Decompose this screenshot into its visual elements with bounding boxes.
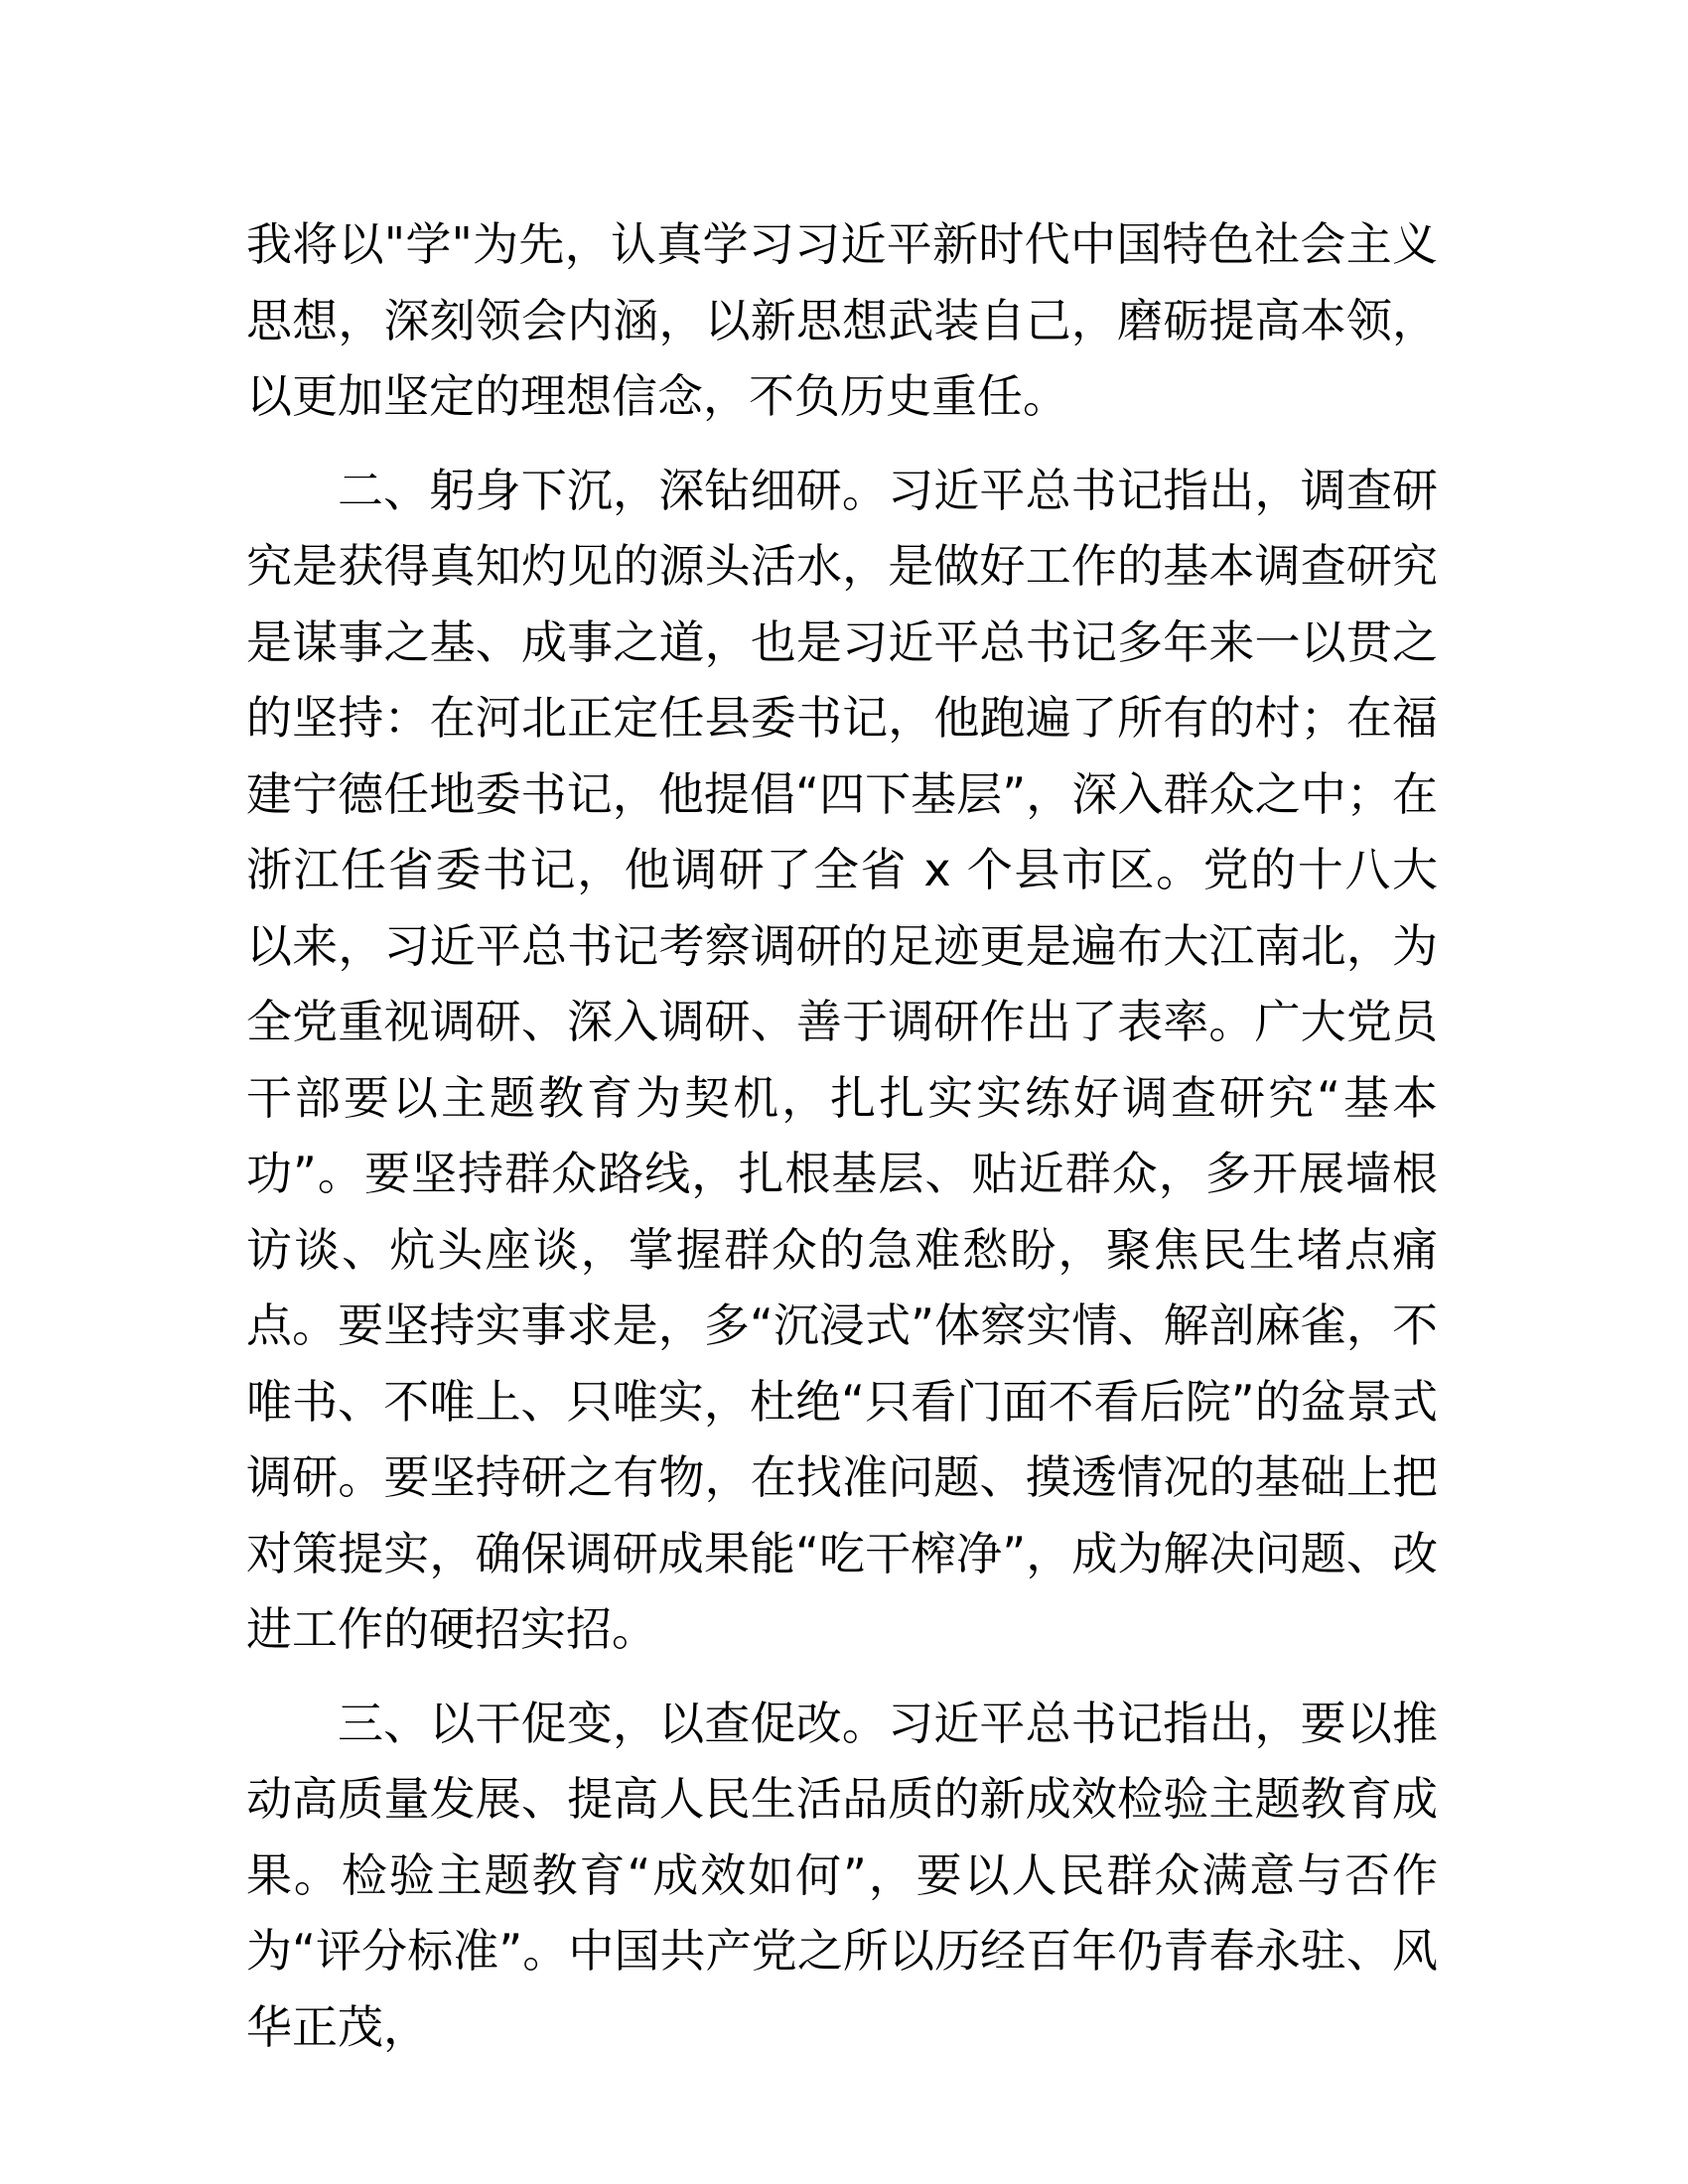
paragraph-section-3: 三、以干促变，以查促改。习近平总书记指出，要以推动高质量发展、提高人民生活品质的新成效检验主题教育成果。检验主题教育“成效如何”，要以人民群众满意与否作为“评分标准”。中国共产党之所以历经百年仍青春永驻、风华正茂， xyxy=(246,1696,1438,2054)
paragraph-section-2: 二、躬身下沉，深钻细研。习近平总书记指出，调查研究是获得真知灼见的源头活水，是做好工作的基本调查研究是谋事之基、成事之道，也是习近平总书记多年来一以贯之的坚持：在河北正定任县委书记，他跑遍了所有的村；在福建宁德任地委书记，他提倡“四下基层”，深入群众之中；在浙江任省委书记，他调研了全省 x 个县市区。党的十八大以来，习近平总书记考察调研的足迹更是遍布大江南北，为全党重视调研、深入调研、善于调研作出了表率。广大党员干部要以主题教育为契机，扎扎实实练好调查研究“基本功”。要坚持群众路线，扎根基层、贴近群众，多开展墙根访谈、炕头座谈，掌握群众的急难愁盼，聚焦民生堵点痛点。要坚持实事求是，多“沉浸式”体察实情、解剖麻雀，不唯书、不唯上、只唯实，杜绝“只看门面不看后院”的盆景式调研。要坚持研之有物，在找准问题、摸透情况的基础上把对策提实，确保调研成果能“吃干榨净”，成为解决问题、改进工作的硬招实招。 xyxy=(246,463,1438,1656)
paragraph-continuation: 我将以"学"为先，认真学习习近平新时代中国特色社会主义思想，深刻领会内涵，以新思想武装自己，磨砺提高本领，以更加坚定的理想信念，不负历史重任。 xyxy=(246,217,1438,423)
document-body xyxy=(246,206,1438,2065)
